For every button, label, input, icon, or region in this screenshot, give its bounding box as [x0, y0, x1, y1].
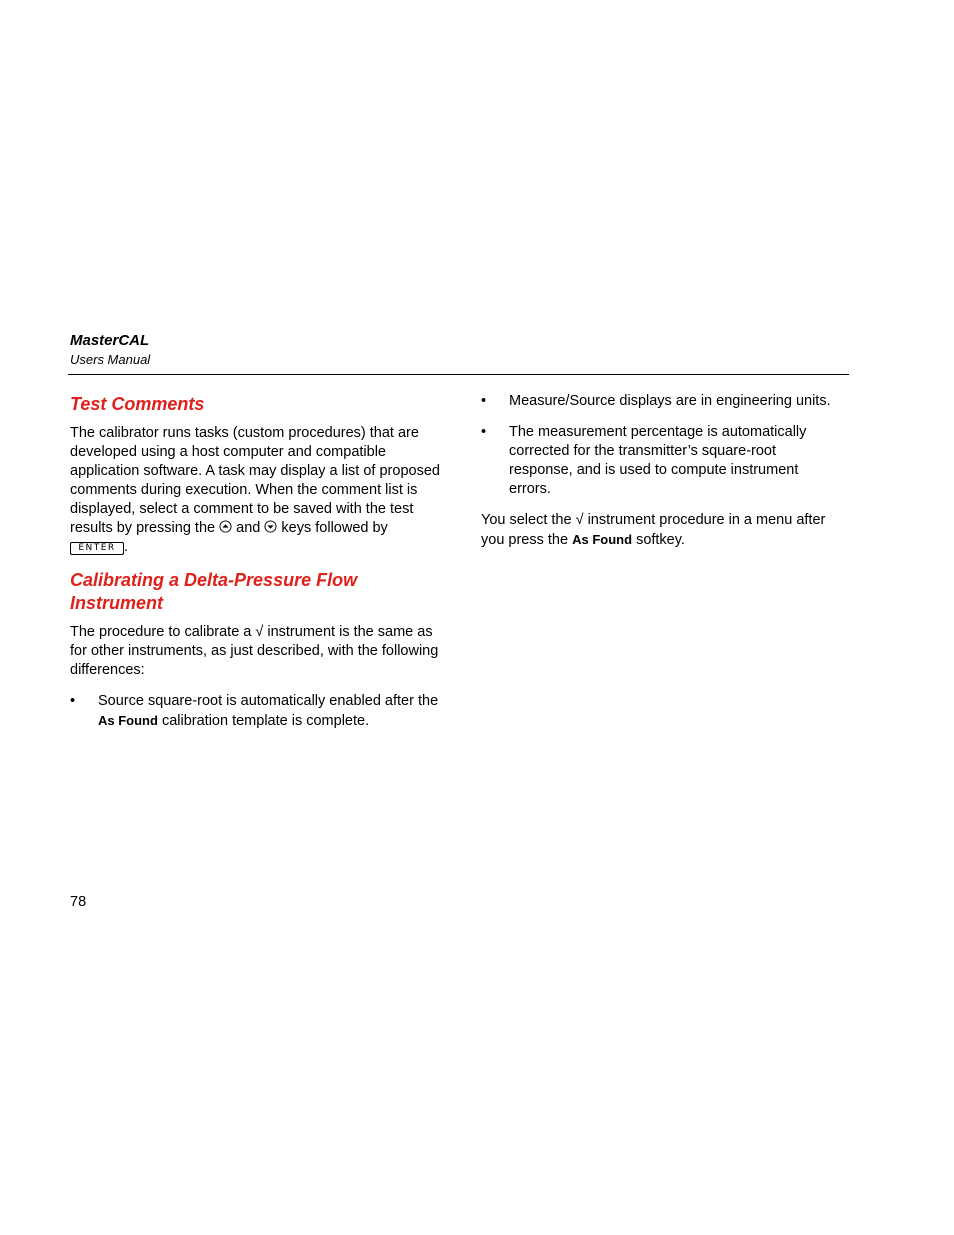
enter-key-icon: ENTER — [70, 542, 124, 555]
document-title: MasterCAL — [70, 332, 150, 349]
page-number: 78 — [70, 894, 87, 910]
right-column — [481, 392, 841, 562]
as-found-softkey-label: As Found — [572, 532, 633, 547]
closing-text: softkey. — [636, 532, 685, 548]
bullet-text: Measure/Source displays are in engineering units. — [509, 393, 831, 409]
test-comments-text: The calibrator runs tasks (custom procedures) that are developed using a host computer and compatible application software. A task may display a list of proposed comments during execution. When the comment list is displayed, select a comment to be saved with the test results by pressing the — [70, 425, 440, 536]
section-heading-test-comments: Test Comments — [70, 394, 205, 414]
calibrating-intro-paragraph: The procedure to calibrate a √ instrument is the same as for other instruments, as just described, with the following differences: — [70, 624, 439, 678]
keys-followed-by-text: keys followed by — [281, 520, 388, 536]
bullet-symbol: • — [481, 393, 487, 409]
bullet-text: Source square-root is automatically enabled after the — [98, 693, 439, 709]
list-item — [481, 392, 841, 411]
list-item — [481, 423, 841, 499]
closing-text: You select the √ instrument procedure in a menu after you press the — [481, 512, 826, 548]
bullet-symbol: • — [481, 424, 487, 440]
closing-paragraph — [481, 511, 841, 550]
bullet-text: calibration template is complete. — [161, 713, 370, 729]
header-divider — [68, 374, 849, 375]
as-found-softkey-label: As Found — [98, 713, 158, 728]
up-arrow-key-icon — [219, 520, 232, 533]
section-heading-calibrating-delta-pressure: Calibrating a Delta-Pressure Flow Instrument — [70, 570, 358, 613]
test-comments-paragraph — [70, 424, 442, 557]
document-subtitle: Users Manual — [70, 352, 151, 367]
bullet-text: The measurement percentage is automatically corrected for the transmitter’s square-root response, and is used to compute instrument errors. — [509, 424, 807, 497]
left-column — [70, 392, 442, 743]
list-item — [70, 692, 442, 731]
and-text: and — [236, 520, 261, 536]
period: . — [124, 539, 129, 555]
bullet-symbol: • — [70, 693, 76, 709]
down-arrow-key-icon — [264, 520, 277, 533]
